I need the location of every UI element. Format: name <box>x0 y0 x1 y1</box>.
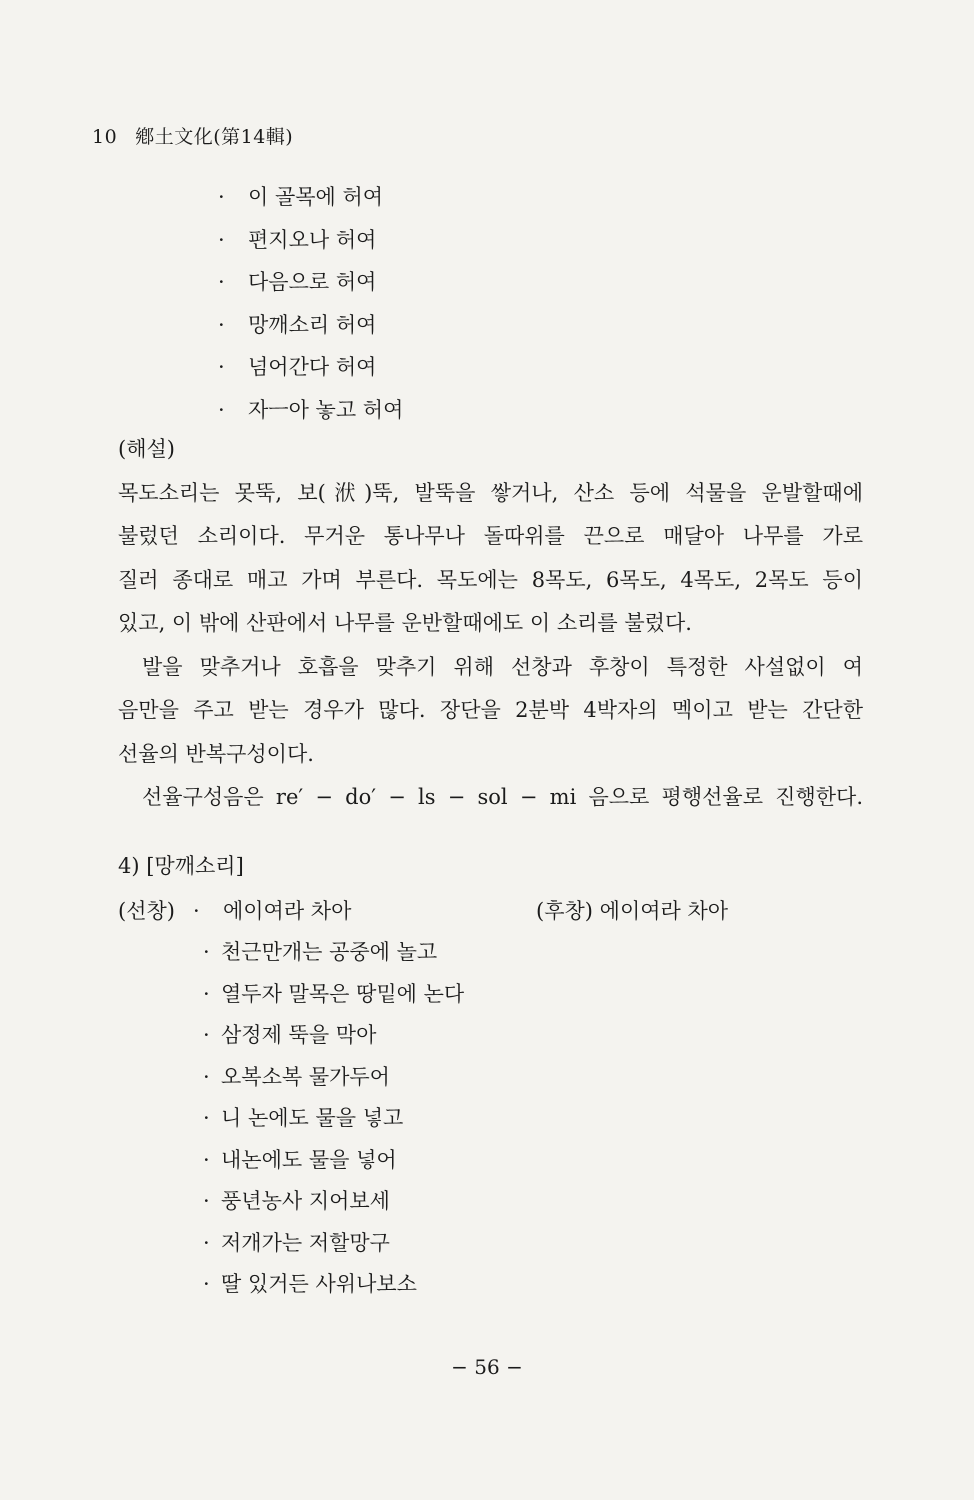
bullet-dot: · <box>218 397 225 422</box>
lyric-line: · 풍년농사 지어보세 <box>203 1181 464 1223</box>
bullet-dot: · <box>203 981 210 1006</box>
lyric-line: · 내논에도 물을 넣어 <box>203 1140 464 1182</box>
commentary-line: 질러 종대로 매고 가며 부른다. 목도에는 8목도, 6목도, 4목도, 2목도 등이 <box>118 567 863 592</box>
commentary-line: 선율구성음은 re′ − do′ − ls − sol − mi 음으로 평행선율로 진행한다. <box>142 785 863 809</box>
bullet-dot: · <box>203 1147 210 1172</box>
commentary-line: 목도소리는 못뚝, 보(洑)뚝, 발뚝을 쌓거나, 산소 등에 석물을 운발할때에 <box>118 480 863 505</box>
song-lyrics-section4 <box>203 932 464 1306</box>
commentary-line: 있고, 이 밖에 산판에서 나무를 운반할때에도 이 소리를 불렀다. <box>118 611 692 635</box>
commentary-section <box>118 428 863 820</box>
section4-title: 4) [망깨소리] <box>118 854 244 878</box>
bullet-dot: · <box>218 355 225 379</box>
bullet-dot: · <box>203 1064 210 1089</box>
page-number: 10 <box>92 126 118 148</box>
bullet-dot: · <box>203 1189 210 1213</box>
commentary-line: 선율의 반복구성이다. <box>118 741 314 766</box>
lead-label: (선창) <box>118 899 175 923</box>
lyric-line: · 딸 있거든 사위나보소 <box>203 1264 464 1306</box>
bullet-dot: · <box>203 1272 210 1296</box>
bullet-dot: · <box>192 899 200 923</box>
commentary-line: 음만을 주고 받는 경우가 많다. 장단을 2분박 4박자의 멕이고 받는 간단한 <box>118 698 863 722</box>
song-lyrics-section3 <box>218 176 403 431</box>
page-footer-number: − 56 − <box>451 1355 523 1379</box>
bullet-dot: · <box>203 1023 210 1047</box>
bullet-dot: · <box>218 227 225 252</box>
commentary-line: 불렀던 소리이다. 무거운 통나무나 돌따위를 끈으로 매달아 나무를 가로 <box>118 524 863 548</box>
bullet-dot: · <box>203 940 210 964</box>
lyric-line: · 망깨소리 허여 <box>218 304 403 347</box>
response-label: (후창) <box>536 899 593 923</box>
lyric-line: · 다음으로 허여 <box>218 261 403 304</box>
lyric-line: · 편지오나 허여 <box>218 219 403 262</box>
publication-title: 鄕土文化(第14輯) <box>135 126 294 148</box>
commentary-heading: (해설) <box>118 437 175 461</box>
bullet-dot: · <box>203 1230 210 1255</box>
lyric-line: · 넘어간다 허여 <box>218 346 403 389</box>
lyric-line: · 니 논에도 물을 넣고 <box>203 1098 464 1140</box>
call-response-row <box>118 890 878 932</box>
lyric-line: · 오복소복 물가두어 <box>203 1057 464 1099</box>
commentary-line: 발을 맞추거나 호흡을 맞추기 위해 선창과 후창이 특정한 사설없이 여 <box>142 654 863 679</box>
lyric-line: · 저개가는 저할망구 <box>203 1223 464 1265</box>
bullet-dot: · <box>218 270 225 294</box>
lyric-line: · 에이여라 차아 <box>193 890 351 932</box>
lyric-line: · 열두자 말목은 땅밑에 논다 <box>203 974 464 1016</box>
lyric-line: · 삼정제 뚝을 막아 <box>203 1015 464 1057</box>
bullet-dot: · <box>203 1106 210 1130</box>
lyric-line: · 천근만개는 공중에 놀고 <box>203 932 464 974</box>
bullet-dot: · <box>218 312 225 337</box>
lyric-line: · 이 골목에 허여 <box>218 176 403 219</box>
lyric-line: · 자ㅡ아 놓고 허여 <box>218 389 403 432</box>
bullet-dot: · <box>218 185 225 209</box>
response-text: 에이여라 차아 <box>599 899 729 923</box>
response-part <box>536 890 728 932</box>
running-header <box>92 122 293 149</box>
